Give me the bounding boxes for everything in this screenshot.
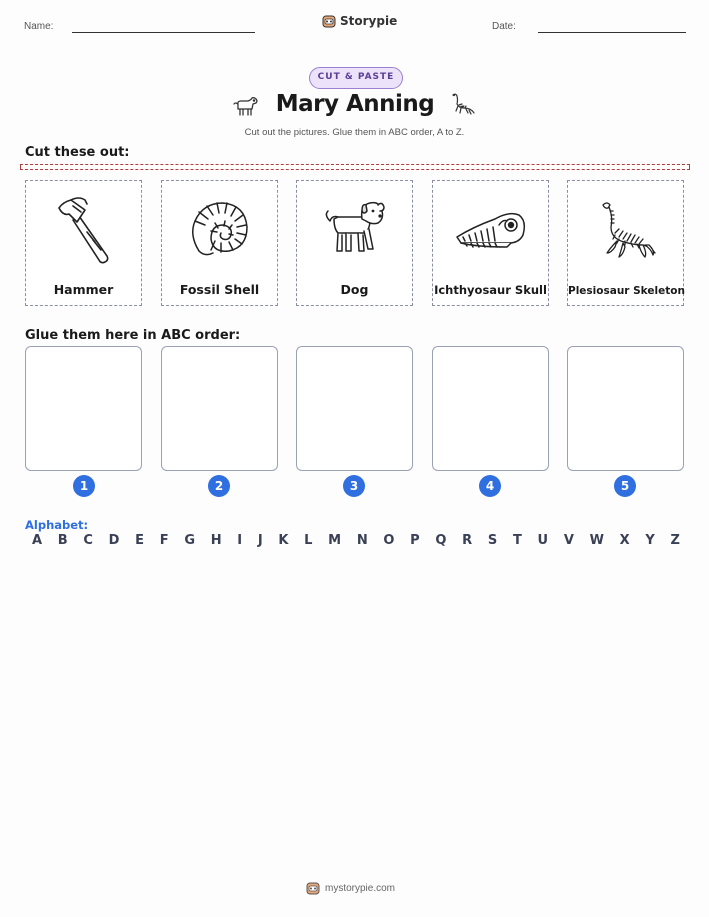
- instructions-text: Cut out the pictures. Glue them in ABC order, A to Z.: [244, 127, 465, 138]
- brand-name: Storypie: [340, 14, 398, 28]
- ammonite-fossil-icon: [185, 195, 255, 265]
- alphabet-letter: F: [159, 533, 169, 548]
- cut-card-plesiosaur-skeleton[interactable]: [567, 180, 684, 306]
- alphabet-letter: H: [210, 533, 222, 548]
- card-label: Dog: [340, 282, 369, 297]
- card-label: Hammer: [53, 282, 114, 297]
- dog-icon: [322, 199, 388, 261]
- cut-card-ichthyosaur-skull[interactable]: [432, 180, 549, 306]
- glue-slot-1[interactable]: [25, 346, 142, 471]
- storypie-logo: [322, 14, 397, 28]
- alphabet-letter: I: [237, 533, 243, 548]
- alphabet-letter: D: [108, 533, 120, 548]
- date-label: Date:: [492, 21, 516, 32]
- alphabet-letter: O: [383, 533, 395, 548]
- alphabet-letter: A: [32, 533, 43, 548]
- cut-section-heading: Cut these out:: [25, 145, 130, 160]
- alphabet-letter: N: [356, 533, 368, 548]
- hammer-icon: [49, 194, 119, 266]
- name-field[interactable]: [72, 32, 255, 33]
- glue-slot-2[interactable]: [161, 346, 278, 471]
- cut-line: [20, 164, 690, 170]
- ichthyosaur-skull-icon: [453, 203, 529, 257]
- alphabet-letter: W: [589, 533, 604, 548]
- alphabet-heading: Alphabet:: [25, 518, 89, 532]
- alphabet-letter: M: [328, 533, 342, 548]
- alphabet-letter: Q: [435, 533, 447, 548]
- footer-site-link[interactable]: mystorypie.com: [325, 882, 396, 894]
- cut-card-dog[interactable]: [296, 180, 413, 306]
- plesiosaur-doodle-icon: [447, 91, 477, 123]
- alphabet-letter: Y: [645, 533, 655, 548]
- alphabet-letter: Z: [670, 533, 680, 548]
- plesiosaur-skeleton-icon: [593, 197, 659, 263]
- date-field[interactable]: [538, 32, 686, 33]
- cut-card-fossil-shell[interactable]: [161, 180, 278, 306]
- cut-card-hammer[interactable]: [25, 180, 142, 306]
- alphabet-letter: J: [257, 533, 263, 548]
- glue-slot-4[interactable]: [432, 346, 549, 471]
- alphabet-letter: R: [462, 533, 473, 548]
- alphabet-letter: P: [410, 533, 420, 548]
- alphabet-letter: S: [487, 533, 498, 548]
- glue-slot-5[interactable]: [567, 346, 684, 471]
- storypie-mascot-icon: [322, 14, 336, 28]
- alphabet-letter: V: [563, 533, 574, 548]
- slot-number-1: 1: [73, 475, 95, 497]
- alphabet-letter: X: [619, 533, 630, 548]
- slot-number-5: 5: [614, 475, 636, 497]
- alphabet-strip: [32, 533, 680, 548]
- alphabet-letter: E: [135, 533, 145, 548]
- alphabet-letter: C: [83, 533, 93, 548]
- card-label: Ichthyosaur Skull: [434, 283, 547, 297]
- card-label: Plesiosaur Skeleton: [568, 285, 685, 297]
- slot-number-4: 4: [479, 475, 501, 497]
- page-title: Mary Anning: [275, 91, 435, 117]
- alphabet-letter: T: [512, 533, 522, 548]
- alphabet-letter: L: [304, 533, 313, 548]
- slot-number-2: 2: [208, 475, 230, 497]
- glue-slot-3[interactable]: [296, 346, 413, 471]
- activity-type-badge: CUT & PASTE: [309, 67, 403, 89]
- alphabet-letter: K: [278, 533, 289, 548]
- glue-section-heading: Glue them here in ABC order:: [25, 328, 241, 343]
- storypie-mascot-icon: [306, 881, 320, 895]
- name-label: Name:: [24, 21, 54, 32]
- alphabet-letter: U: [537, 533, 549, 548]
- card-label: Fossil Shell: [179, 282, 260, 297]
- slot-number-3: 3: [343, 475, 365, 497]
- alphabet-letter: B: [57, 533, 68, 548]
- footer: [306, 881, 395, 895]
- alphabet-letter: G: [184, 533, 195, 548]
